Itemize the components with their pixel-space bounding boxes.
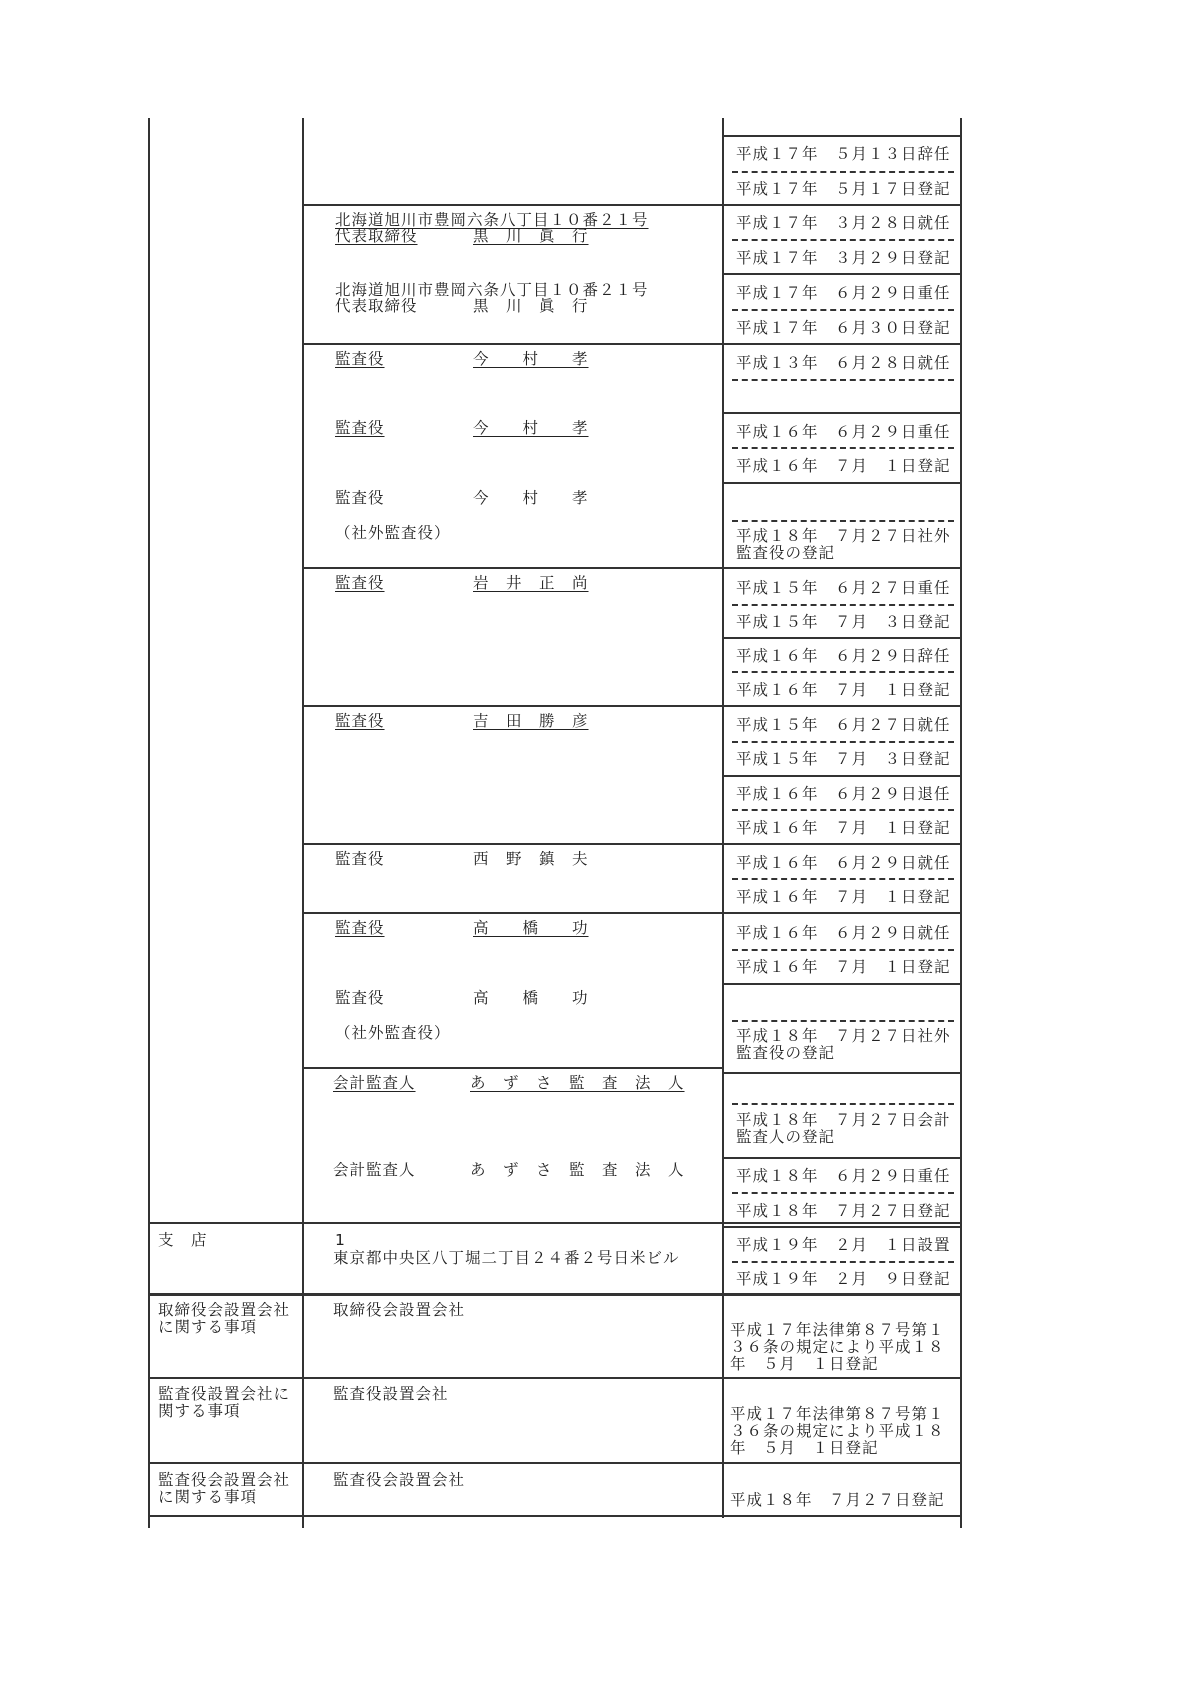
officer-name: 今 村 孝 <box>473 350 589 368</box>
row-separator <box>302 705 722 707</box>
date-entry: 平成１７年 ３月２８日就任 <box>736 214 951 232</box>
officer-name: 黒 川 眞 行 <box>473 297 589 315</box>
officer-role: 監査役 <box>335 712 385 730</box>
date-column-divider <box>722 118 724 1518</box>
row-separator <box>302 912 722 914</box>
section-separator <box>148 1293 962 1296</box>
row-separator <box>722 412 962 414</box>
row-separator <box>722 273 962 275</box>
officer-note: （社外監査役） <box>335 524 451 542</box>
dashed-separator <box>732 520 954 522</box>
date-entry: 平成１６年 ７月 １日登記 <box>736 681 951 699</box>
date-entry: 平成１９年 ２月 １日設置 <box>736 1236 951 1254</box>
row-separator <box>722 637 962 639</box>
officer-role: 代表取締役 <box>335 227 418 245</box>
date-entry: 平成１７年 ６月３０日登記 <box>736 319 951 337</box>
officer-role: 会計監査人 <box>333 1074 416 1092</box>
section-value: 監査役会設置会社 <box>333 1471 466 1489</box>
dashed-separator <box>732 447 954 449</box>
dashed-separator <box>732 379 954 381</box>
branch-heading: 支 店 <box>158 1231 208 1249</box>
row-separator <box>722 482 962 484</box>
date-entry: 平成１７年 ５月１７日登記 <box>736 180 951 198</box>
date-entry: 平成１９年 ２月 ９日登記 <box>736 1270 951 1288</box>
row-separator <box>302 1067 722 1069</box>
date-entry: 平成１６年 ６月２９日退任 <box>736 785 951 803</box>
section-heading: 監査役会設置会社に関する事項 <box>158 1471 291 1506</box>
row-separator <box>722 135 962 137</box>
officer-role: 監査役 <box>335 419 385 437</box>
dashed-separator <box>732 741 954 743</box>
date-entry: 平成１５年 ６月２７日重任 <box>736 579 951 597</box>
date-entry: 平成１８年 ６月２９日重任 <box>736 1167 951 1185</box>
dashed-separator <box>732 878 954 880</box>
date-entry: 平成１６年 ６月２９日重任 <box>736 423 951 441</box>
officer-name: 岩 井 正 尚 <box>473 574 589 592</box>
outer-left-border <box>148 118 150 1528</box>
dashed-separator <box>732 239 954 241</box>
date-entry: 平成１６年 ６月２９日辞任 <box>736 647 951 665</box>
officer-name: 吉 田 勝 彦 <box>473 712 589 730</box>
officer-name: あ ず さ 監 査 法 人 <box>470 1161 685 1179</box>
officer-role: 監査役 <box>335 850 385 868</box>
date-entry: 平成１５年 ７月 ３日登記 <box>736 750 951 768</box>
officer-role: 代表取締役 <box>335 297 418 315</box>
section-value: 監査役設置会社 <box>333 1385 449 1403</box>
dashed-separator <box>732 1020 954 1022</box>
date-entry: 平成１６年 ７月 １日登記 <box>736 819 951 837</box>
date-entry: 平成１３年 ６月２８日就任 <box>736 354 951 372</box>
row-separator <box>722 1226 962 1228</box>
date-entry: 平成１７年 ５月１３日辞任 <box>736 145 951 163</box>
officer-name: 西 野 鎮 夫 <box>473 850 589 868</box>
dashed-separator <box>732 604 954 606</box>
row-separator <box>722 204 962 206</box>
date-entry: 平成１７年 ６月２９日重任 <box>736 284 951 302</box>
outer-right-border <box>960 118 962 1528</box>
dashed-separator <box>732 1103 954 1105</box>
section-note: 平成１８年 ７月２７日登記 <box>730 1491 945 1509</box>
date-entry: 平成１６年 ６月２９日就任 <box>736 924 951 942</box>
dashed-separator <box>732 949 954 951</box>
row-separator <box>302 843 722 845</box>
section-separator <box>148 1515 962 1517</box>
row-separator <box>302 567 722 569</box>
officer-name: 今 村 孝 <box>473 419 589 437</box>
dashed-separator <box>732 171 954 173</box>
officer-role: 監査役 <box>335 350 385 368</box>
dashed-separator <box>732 671 954 673</box>
row-separator <box>302 343 722 345</box>
date-entry: 平成１６年 ７月 １日登記 <box>736 958 951 976</box>
row-separator <box>722 912 962 914</box>
officer-name: 黒 川 眞 行 <box>473 227 589 245</box>
officer-address: 北海道旭川市豊岡六条八丁目１０番２１号 <box>335 281 649 299</box>
date-entry: 平成１５年 ６月２７日就任 <box>736 716 951 734</box>
heading-column-divider <box>302 118 304 1528</box>
date-entry: 平成１５年 ７月 ３日登記 <box>736 613 951 631</box>
date-entry: 平成１８年 ７月２７日会計監査人の登記 <box>736 1111 951 1146</box>
dashed-separator <box>732 1261 954 1263</box>
officer-role: 監査役 <box>335 989 385 1007</box>
officer-role: 監査役 <box>335 489 385 507</box>
date-entry: 平成１６年 ７月 １日登記 <box>736 457 951 475</box>
section-heading: 取締役会設置会社に関する事項 <box>158 1301 291 1336</box>
date-entry: 平成１６年 ６月２９日就任 <box>736 854 951 872</box>
row-separator <box>722 1072 962 1074</box>
officer-name: 高 橋 功 <box>473 919 589 937</box>
section-separator <box>148 1462 962 1464</box>
date-entry: 平成１７年 ３月２９日登記 <box>736 249 951 267</box>
section-note: 平成１７年法律第８７号第１３６条の規定により平成１８年 ５月 １日登記 <box>730 1321 945 1373</box>
row-separator <box>722 775 962 777</box>
officer-role: 監査役 <box>335 919 385 937</box>
dashed-separator <box>732 309 954 311</box>
date-entry: 平成１８年 ７月２７日社外監査役の登記 <box>736 527 951 562</box>
date-entry: 平成１８年 ７月２７日社外監査役の登記 <box>736 1027 951 1062</box>
row-separator <box>722 343 962 345</box>
row-separator <box>722 705 962 707</box>
officer-role: 監査役 <box>335 574 385 592</box>
officer-name: 高 橋 功 <box>473 989 589 1007</box>
row-separator <box>722 843 962 845</box>
branch-number: 1 <box>335 1231 346 1249</box>
row-separator <box>722 1157 962 1159</box>
officer-name: 今 村 孝 <box>473 489 589 507</box>
section-separator <box>148 1222 962 1224</box>
officer-role: 会計監査人 <box>333 1161 416 1179</box>
row-separator <box>722 567 962 569</box>
section-value: 取締役会設置会社 <box>333 1301 466 1319</box>
section-heading: 監査役設置会社に関する事項 <box>158 1385 291 1420</box>
officer-name: あ ず さ 監 査 法 人 <box>470 1074 685 1092</box>
dashed-separator <box>732 809 954 811</box>
officer-note: （社外監査役） <box>335 1024 451 1042</box>
section-separator <box>148 1377 962 1379</box>
section-note: 平成１７年法律第８７号第１３６条の規定により平成１８年 ５月 １日登記 <box>730 1405 945 1457</box>
row-separator <box>722 983 962 985</box>
date-entry: 平成１６年 ７月 １日登記 <box>736 888 951 906</box>
date-entry: 平成１８年 ７月２７日登記 <box>736 1202 951 1220</box>
dashed-separator <box>732 1192 954 1194</box>
branch-address: 東京都中央区八丁堀二丁目２４番２号日米ビル <box>333 1249 680 1267</box>
row-separator <box>302 204 722 206</box>
officer-address: 北海道旭川市豊岡六条八丁目１０番２１号 <box>335 211 649 229</box>
